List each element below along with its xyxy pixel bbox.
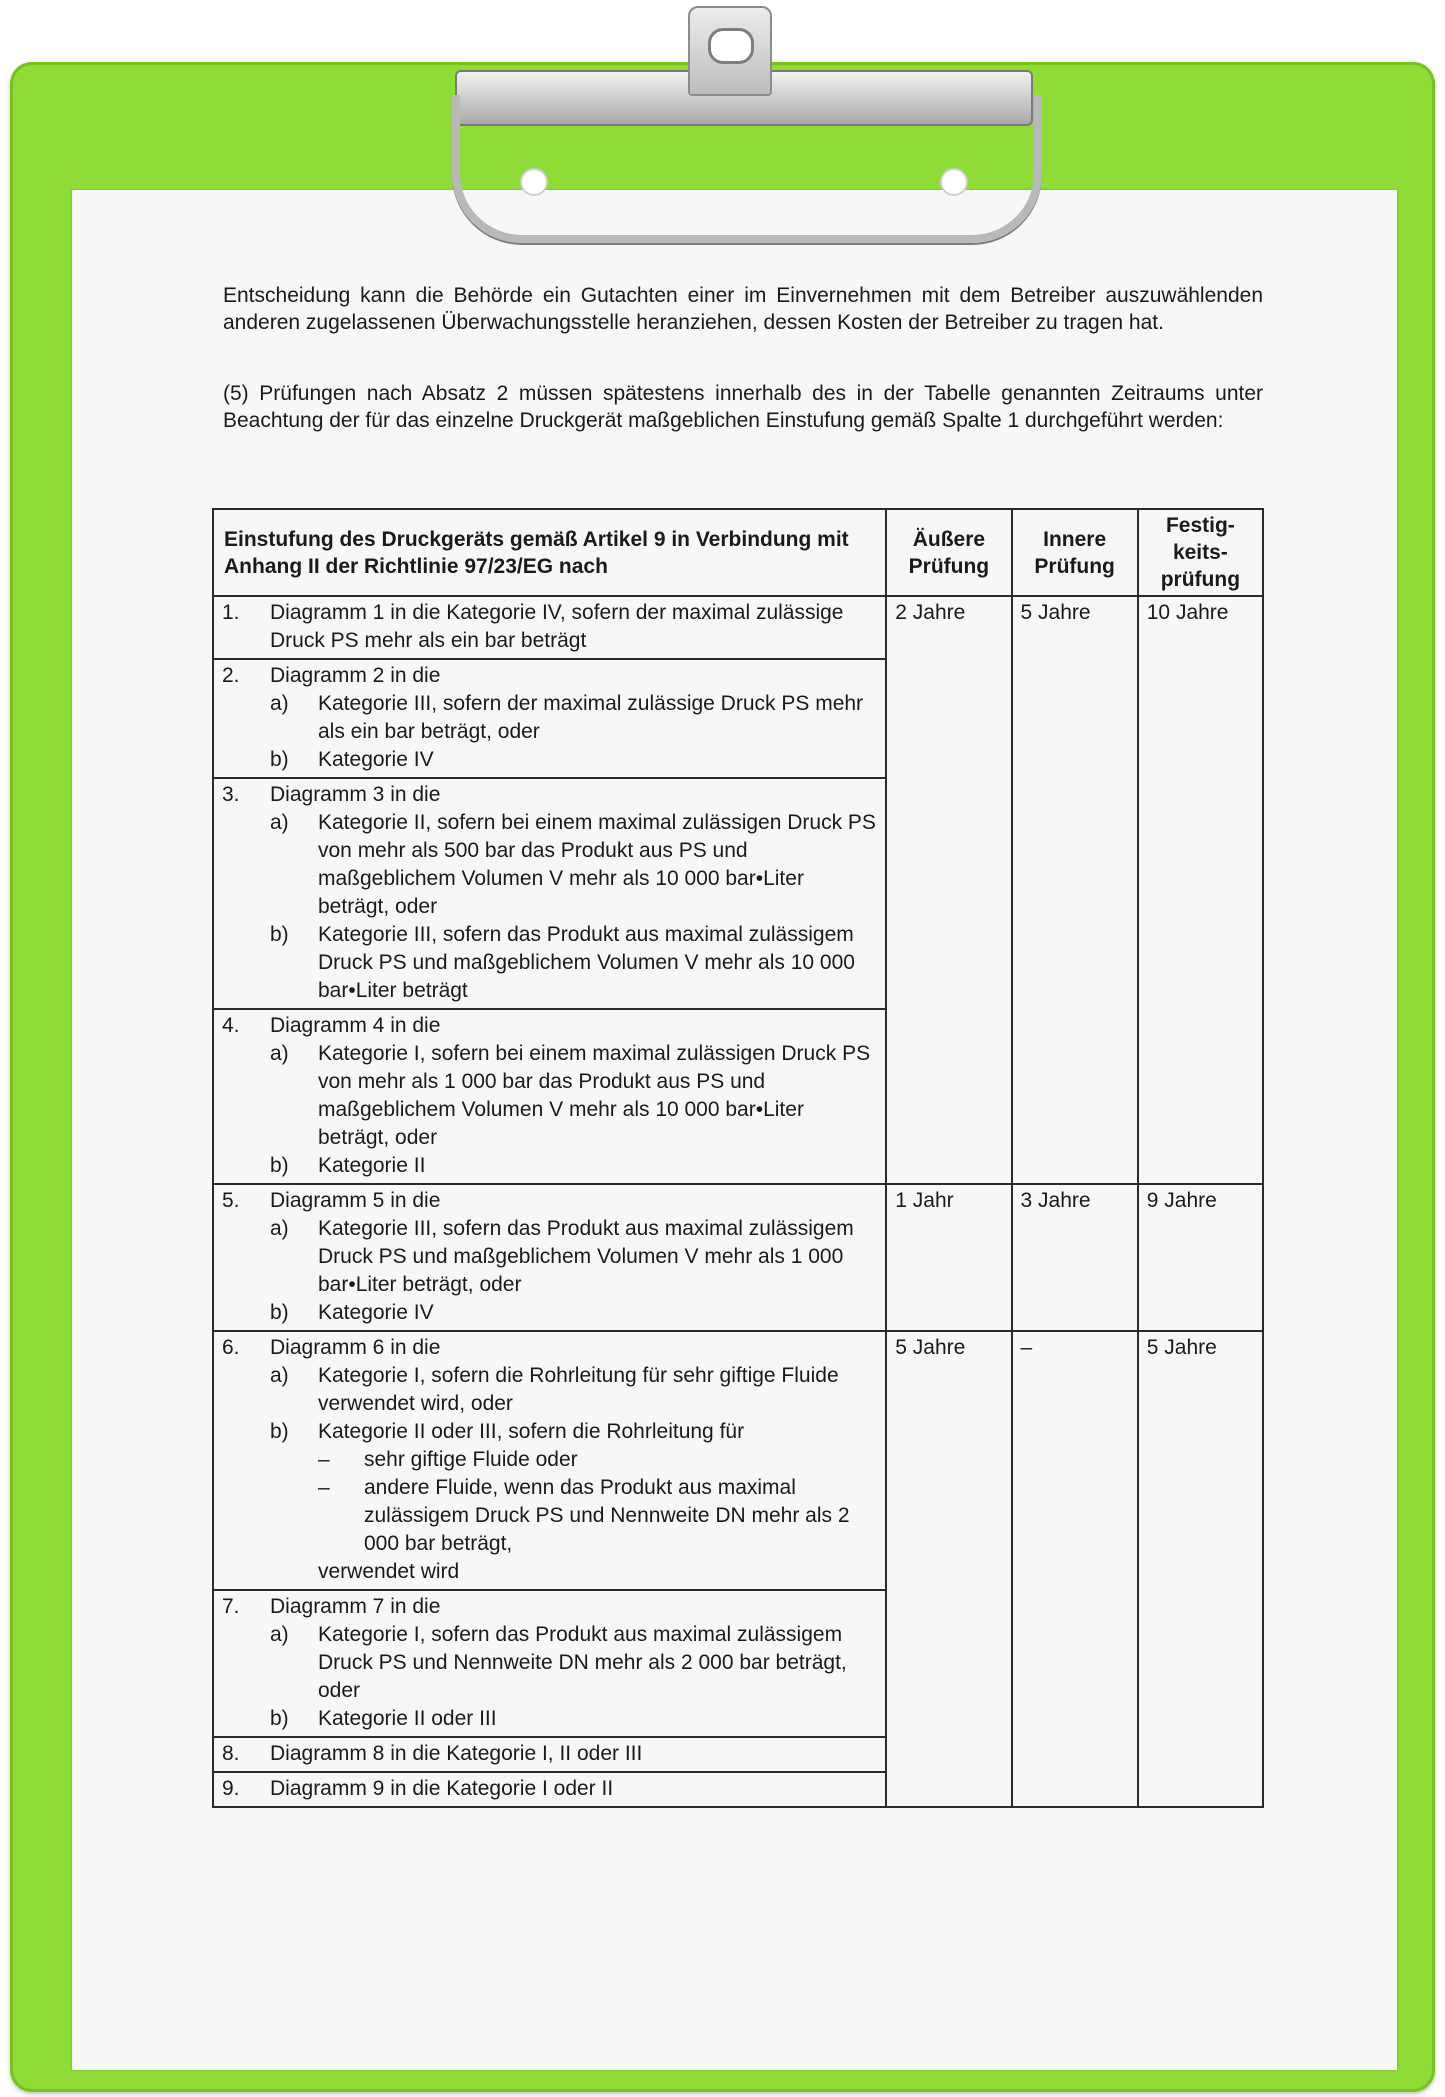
item-text: Diagramm 8 in die Kategorie I, II oder III — [270, 1742, 643, 1765]
sub-text: Kategorie I, sofern das Produkt aus maximal zulässigem Druck PS und Nennweite DN mehr als 2 000 bar beträgt, oder — [318, 1623, 847, 1702]
item-number: 5. — [222, 1189, 240, 1212]
header-internal-inspection: Innere Prüfung — [1012, 509, 1138, 596]
item-text: Diagramm 2 in die — [270, 664, 441, 687]
sub-text: Kategorie III, sofern das Produkt aus maximal zulässigem Druck PS und maßgeblichem Volumen V mehr als 10 000 bar•Liter beträgt — [318, 923, 855, 1002]
strength-test-cell: 5 Jahre — [1138, 1331, 1263, 1807]
dash-text: sehr giftige Fluide oder — [364, 1448, 578, 1471]
list-item — [214, 597, 885, 658]
sub-label: a) — [270, 811, 289, 834]
sub-text: Kategorie I, sofern die Rohrleitung für sehr giftige Fluide verwendet wird, oder — [318, 1364, 839, 1415]
clip-rivet-left — [520, 168, 548, 196]
list-item — [214, 1185, 885, 1330]
sub-text: Kategorie IV — [318, 1301, 434, 1324]
list-item — [214, 1589, 885, 1736]
list-item — [214, 1332, 885, 1589]
sub-item — [270, 1215, 879, 1299]
list-item — [214, 1771, 885, 1806]
sub-item — [270, 809, 879, 921]
sub-item — [270, 746, 879, 774]
header-classification: Einstufung des Druckgeräts gemäß Artikel 9 in Verbindung mit Anhang II der Richtlinie 97/23/EG nach — [213, 509, 886, 596]
sub-text: Kategorie II — [318, 1154, 426, 1177]
sub-label: a) — [270, 1623, 289, 1646]
sub-text: Kategorie III, sofern das Produkt aus maximal zulässigem Druck PS und maßgeblichem Volumen V mehr als 1 000 bar•Liter beträgt, oder — [318, 1217, 854, 1296]
sub-label: b) — [270, 1420, 289, 1443]
sub-label: a) — [270, 1217, 289, 1240]
dash-item — [318, 1446, 879, 1474]
table-row — [213, 1331, 1263, 1807]
sub-label: b) — [270, 1301, 289, 1324]
strength-test-cell: 10 Jahre — [1138, 596, 1263, 1184]
external-inspection-cell: 1 Jahr — [886, 1184, 1011, 1331]
sub-item — [270, 1621, 879, 1705]
item-text: Diagramm 9 in die Kategorie I oder II — [270, 1777, 614, 1800]
sub-item — [270, 1152, 879, 1180]
dash-label: – — [318, 1476, 330, 1499]
sub-text: Kategorie II oder III — [318, 1707, 497, 1730]
item-number: 6. — [222, 1336, 240, 1359]
dash-text: andere Fluide, wenn das Produkt aus maximal zulässigem Druck PS und Nennweite DN mehr als 2 000 bar beträgt, — [364, 1476, 850, 1555]
sub-text: Kategorie III, sofern der maximal zulässige Druck PS mehr als ein bar beträgt, oder — [318, 692, 864, 743]
item-number: 1. — [222, 601, 240, 624]
list-item — [214, 1736, 885, 1771]
header-strength-test: Festig-keits-prüfung — [1138, 509, 1263, 596]
item-number: 7. — [222, 1595, 240, 1618]
sub-item — [270, 1299, 879, 1327]
dash-label: – — [318, 1448, 330, 1471]
external-inspection-cell: 2 Jahre — [886, 596, 1011, 1184]
item-text: Diagramm 6 in die — [270, 1336, 441, 1359]
sub-label: a) — [270, 1364, 289, 1387]
sub-item — [270, 690, 879, 746]
sub-label: b) — [270, 1707, 289, 1730]
item-text: Diagramm 3 in die — [270, 783, 441, 806]
list-item — [214, 777, 885, 1008]
dash-item — [318, 1474, 879, 1558]
sub-label: b) — [270, 748, 289, 771]
clip-hanger-tab — [688, 6, 772, 96]
classification-cell — [213, 596, 886, 1184]
internal-inspection-cell: 5 Jahre — [1012, 596, 1138, 1184]
classification-cell — [213, 1184, 886, 1331]
inspection-table — [212, 508, 1264, 1808]
list-item — [214, 1008, 885, 1183]
internal-inspection-cell: – — [1012, 1331, 1138, 1807]
classification-cell — [213, 1331, 886, 1807]
internal-inspection-cell: 3 Jahre — [1012, 1184, 1138, 1331]
sub-text: Kategorie II, sofern bei einem maximal zulässigen Druck PS von mehr als 500 bar das Produkt aus PS und maßgeblichem Volumen V mehr als 10 000 bar•Liter beträgt, oder — [318, 811, 876, 918]
item-number: 2. — [222, 664, 240, 687]
sub-label: a) — [270, 1042, 289, 1065]
paragraph-5: (5) Prüfungen nach Absatz 2 müssen spätestens innerhalb des in der Tabelle genannten Zeitraums unter Beachtung der für das einzelne Druckgerät maßgeblichen Einstufung gemäß Spalte 1 durchgeführt werden: — [223, 382, 1263, 432]
sub-item — [270, 1418, 879, 1446]
sub-text: Kategorie IV — [318, 748, 434, 771]
hanger-hole — [708, 28, 754, 64]
clip-rivet-right — [940, 168, 968, 196]
sub-label: a) — [270, 692, 289, 715]
sub-text: Kategorie I, sofern bei einem maximal zulässigen Druck PS von mehr als 1 000 bar das Produkt aus PS und maßgeblichem Volumen V mehr als 10 000 bar•Liter beträgt, oder — [318, 1042, 871, 1149]
sub-item — [270, 1705, 879, 1733]
strength-test-cell: 9 Jahre — [1138, 1184, 1263, 1331]
sub-text: Kategorie II oder III, sofern die Rohrleitung für — [318, 1420, 745, 1443]
paragraph-intro: Entscheidung kann die Behörde ein Gutachten einer im Einvernehmen mit dem Betreiber auszuwählenden anderen zugelassenen Überwachungsstelle heranziehen, dessen Kosten der Betreiber zu tragen hat. — [223, 284, 1263, 334]
table-row — [213, 1184, 1263, 1331]
item-number: 3. — [222, 783, 240, 806]
sub-item — [270, 1362, 879, 1418]
table-row — [213, 596, 1263, 1184]
sub-item — [270, 921, 879, 1005]
list-item — [214, 658, 885, 777]
sub-label: b) — [270, 1154, 289, 1177]
item-text: Diagramm 4 in die — [270, 1014, 441, 1037]
item-number: 4. — [222, 1014, 240, 1037]
header-external-inspection: Äußere Prüfung — [886, 509, 1011, 596]
table-header-row — [213, 509, 1263, 596]
sub-label: b) — [270, 923, 289, 946]
item-text: Diagramm 1 in die Kategorie IV, sofern der maximal zulässige Druck PS mehr als ein bar beträgt — [270, 601, 844, 652]
item-number: 9. — [222, 1777, 240, 1800]
item-text: Diagramm 7 in die — [270, 1595, 441, 1618]
item-number: 8. — [222, 1742, 240, 1765]
item-text: Diagramm 5 in die — [270, 1189, 441, 1212]
external-inspection-cell: 5 Jahre — [886, 1331, 1011, 1807]
item-tail-text: verwendet wird — [318, 1560, 460, 1583]
sub-item — [270, 1040, 879, 1152]
